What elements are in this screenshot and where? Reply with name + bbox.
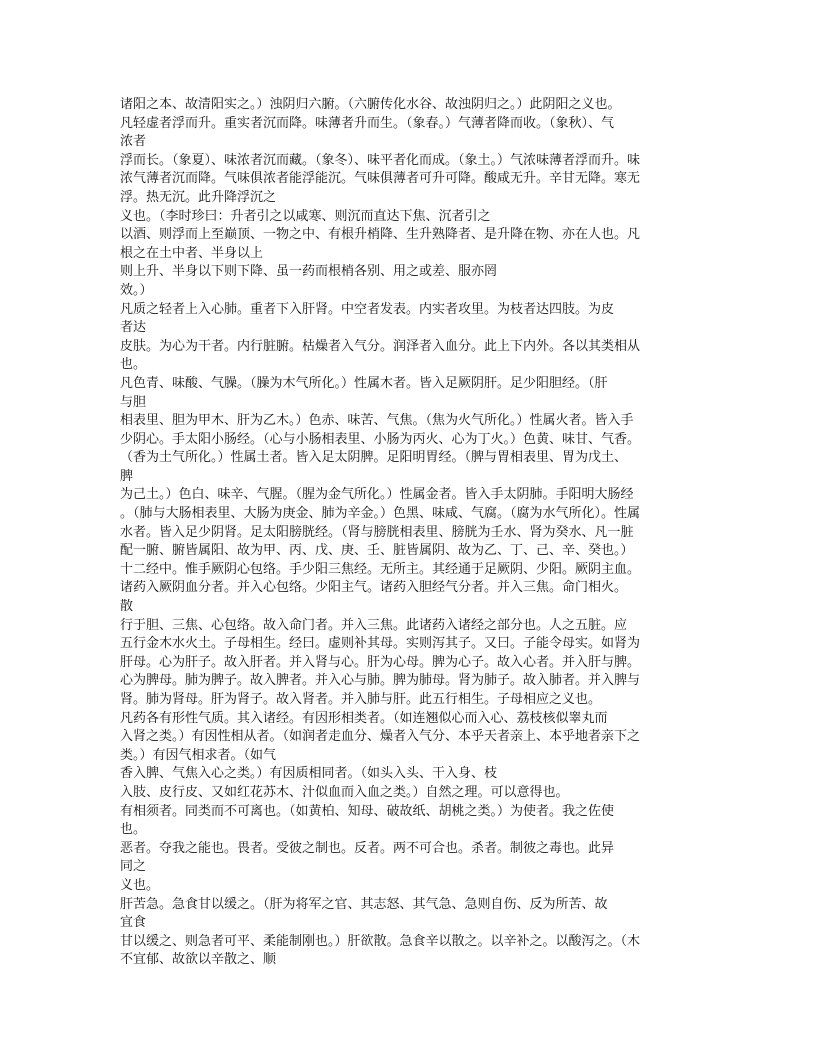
text-line: 肝苦急。急食甘以缓之。（肝为将军之官、其志怒、其气急、急则自伤、反为所苦、故 bbox=[120, 896, 608, 912]
text-line: 义也。（李时珍曰：升者引之以咸寒、则沉而直达下焦、沉者引之 bbox=[120, 208, 491, 224]
text-line: 浮而长。（象夏）、味浓者沉而藏。（象冬）、味平者化而成。（象土。）气浓味薄者浮而升。味 bbox=[120, 152, 641, 168]
text-line: 诸药入厥阴血分者。并入心包络。少阳主气。诸药入胆经气分者。并入三焦。命门相火。 bbox=[120, 580, 628, 596]
text-line: 皮肤。为心为干者。内行脏腑。枯燥者入气分。润泽者入血分。此上下内外。各以其类相从 bbox=[120, 338, 641, 354]
text-line: 则上升、半身以下则下降、虽一药而根梢各别、用之或差、服亦罔 bbox=[120, 264, 498, 280]
text-line: 浓者 bbox=[120, 134, 147, 150]
text-line: 配一腑、腑皆属阳、故为甲、丙、戊、庚、壬、脏皆属阴、故为乙、丁、己、辛、癸也。） bbox=[120, 543, 634, 559]
text-line: 类。）有因气相求者。（如气 bbox=[120, 747, 277, 763]
text-line: 与胆 bbox=[120, 394, 147, 410]
text-line: 。（肺与大肠相表里、大肠为庚金、肺为辛金。）色黑、味咸、气腐。（腐为水气所化）。性属 bbox=[120, 506, 641, 522]
text-line: 也。 bbox=[120, 357, 147, 373]
text-line: 义也。 bbox=[120, 877, 160, 893]
text-line: 肝母。心为肝子。故入肝者。并入肾与心。肝为心母。脾为心子。故入心者。并入肝与脾。 bbox=[120, 654, 641, 670]
text-line: 浮。热无沉。此升降浮沉之 bbox=[120, 189, 277, 205]
text-line: 水者。皆入足少阴肾。足太阳膀胱经。（肾与膀胱相表里、膀胱为壬水、肾为癸水、凡一脏 bbox=[120, 524, 634, 540]
text-line: 以酒、则浮而上至巅顶、一物之中、有根升梢降、生升熟降者、是升降在物、亦在人也。凡 bbox=[120, 227, 641, 243]
text-line: 根之在土中者、半身以上 bbox=[120, 245, 264, 261]
text-line: （香为土气所化。）性属土者。皆入足太阴脾。足阳明胃经。（脾与胃相表里、胃为戊土、 bbox=[120, 450, 628, 466]
text-line: 凡药各有形性气质。其入诸经。有因形相类者。（如连翘似心而入心、荔枝核似睾丸而 bbox=[120, 710, 608, 726]
text-line: 散 bbox=[120, 599, 134, 615]
text-line: 宜食 bbox=[120, 915, 147, 931]
text-line: 脾 bbox=[120, 468, 134, 484]
text-line: 有相须者。同类而不可离也。（如黄柏、知母、破故纸、胡桃之类。）为使者。我之佐使 bbox=[120, 803, 615, 819]
text-line: 凡色青、味酸、气臊。（臊为木气所化。）性属木者。皆入足厥阴肝。足少阳胆经。（肝 bbox=[120, 375, 608, 391]
text-line: 入肢、皮行皮、又如红花苏木、汁似血而入血之类。）自然之理。可以意得也。 bbox=[120, 784, 569, 800]
text-line: 少阴心。手太阳小肠经。（心与小肠相表里、小肠为丙火、心为丁火。）色黄、味甘、气香。 bbox=[120, 431, 641, 447]
text-line: 十二经中。惟手厥阴心包络。手少阳三焦经。无所主。其经通于足厥阴、少阳。厥阴主血。 bbox=[120, 561, 641, 577]
text-line: 不宜郁、故欲以辛散之、顺 bbox=[120, 952, 277, 968]
text-line: 五行金木水火土。子母相生。经曰。虚则补其母。实则泻其子。又曰。子能令母实。如肾为 bbox=[120, 636, 641, 652]
text-line: 心为脾母。肺为脾子。故入脾者。并入心与肺。脾为肺母。肾为肺子。故入肺者。并入脾与 bbox=[120, 673, 641, 689]
text-line: 浓气薄者沉而降。气味俱浓者能浮能沉。气味俱薄者可升可降。酸咸无升。辛甘无降。寒无 bbox=[120, 171, 641, 187]
text-line: 凡质之轻者上入心肺。重者下入肝肾。中空者发表。内实者攻里。为枝者达四肢。为皮 bbox=[120, 301, 615, 317]
text-line: 者达 bbox=[120, 320, 147, 336]
text-line: 诸阳之本、故清阳实之。）浊阴归六腑。（六腑传化水谷、故浊阴归之。）此阴阳之义也。 bbox=[120, 97, 621, 112]
text-line: 恶者。夺我之能也。畏者。受彼之制也。反者。两不可合也。杀者。制彼之毒也。此异 bbox=[120, 840, 615, 856]
text-line: 香入脾、气焦入心之类。）有因质相同者。（如头入头、干入身、枝 bbox=[120, 766, 498, 782]
text-line: 行于胆、三焦、心包络。故入命门者。并入三焦。此诸药入诸经之部分也。人之五脏。应 bbox=[120, 617, 628, 633]
text-line: 也。 bbox=[120, 822, 147, 838]
text-line: 肾。肺为肾母。肝为肾子。故入肾者。并入肺与肝。此五行相生。子母相应之义也。 bbox=[120, 692, 602, 707]
text-line: 入肾之类。）有因性相从者。（如润者走血分、燥者入气分、本乎天者亲上、本乎地者亲下之 bbox=[120, 729, 641, 745]
text-line: 效。） bbox=[120, 282, 153, 298]
text-line: 为己土。）色白、味辛、气腥。（腥为金气所化。）性属金者。皆入手太阴肺。手阳明大肠经 bbox=[120, 487, 634, 503]
text-line: 凡轻虚者浮而升。重实者沉而降。味薄者升而生。（象春。）气薄者降而收。（象秋）、气 bbox=[120, 115, 615, 131]
text-line: 同之 bbox=[120, 859, 147, 875]
text-line: 甘以缓之、则急者可平、柔能制刚也。）肝欲散。急食辛以散之。以辛补之。以酸泻之。（木 bbox=[120, 933, 641, 949]
text-line: 相表里、胆为甲木、肝为乙木。）色赤、味苦、气焦。（焦为火气所化。）性属火者。皆入手 bbox=[120, 413, 634, 429]
document-page bbox=[120, 96, 688, 970]
